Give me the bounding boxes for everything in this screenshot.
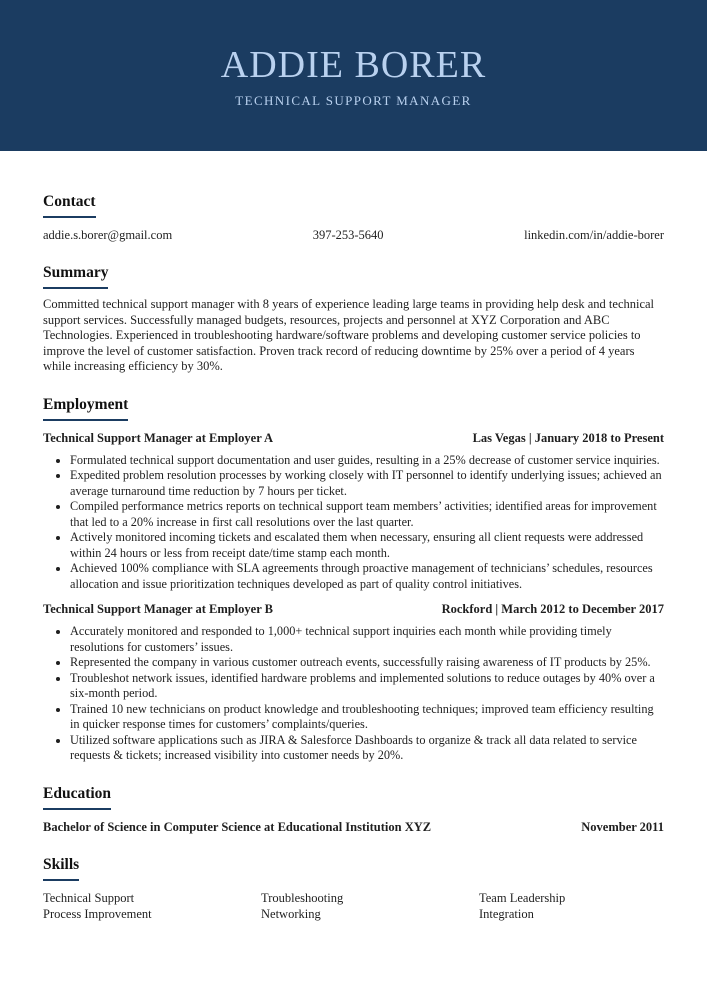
- job-bullets: [43, 624, 664, 764]
- resume-header: [0, 0, 707, 151]
- job-bullet: • Achieved 100% compliance with SLA agreements through proactive management of technicians’ schedules, resources allocation and issue prioritization techniques developed as part of quality control initiatives.: [70, 561, 664, 592]
- contact-phone: 397-253-5640: [312, 228, 384, 242]
- skills-grid: [43, 890, 664, 922]
- candidate-title: TECHNICAL SUPPORT MANAGER: [235, 93, 472, 108]
- education-entry: [43, 819, 664, 835]
- candidate-name: ADDIE BORER: [220, 44, 487, 86]
- job-bullet: • Actively monitored incoming tickets and escalated them when necessary, ensuring all client requests were addressed within 24 hours or less from receipt date/time stamp each month.: [70, 530, 664, 561]
- job-bullet: • Trained 10 new technicians on product knowledge and troubleshooting techniques; improved team efficiency resulting in quicker response times for customers’ complaints/queries.: [70, 702, 664, 733]
- resume-body: [43, 192, 664, 942]
- summary-section: [43, 263, 664, 375]
- job-header: [43, 430, 664, 446]
- education-section: [43, 784, 664, 835]
- skill-item: Troubleshooting: [261, 890, 344, 905]
- section-heading-education: Education: [43, 784, 111, 810]
- job-bullets: [43, 453, 664, 593]
- education-date: November 2011: [581, 819, 664, 834]
- skill-item: Process Improvement: [43, 906, 152, 921]
- summary-text: Committed technical support manager with 8 years of experience leading large teams in providing help desk and technical support services. Successfully managed budgets, resources, projects and personnel at XYZ Corporation and ABC Technologies. Experienced in troubleshooting hardware/software problems and developing customer service policies to improve the level of customer satisfaction. Proven track record of reducing downtime by 25% over a period of 4 years while increasing efficiency by 30%.: [43, 297, 655, 373]
- contact-linkedin: linkedin.com/in/addie-borer: [524, 228, 664, 242]
- skill-item: Team Leadership: [479, 890, 566, 905]
- job-title: Technical Support Manager at Employer B: [43, 602, 273, 616]
- job-bullet: • Compiled performance metrics reports on technical support team members’ activities; identified areas for improvement that led to a 20% increase in first call resolutions over the last quarter.: [70, 499, 664, 530]
- job-header: [43, 601, 664, 617]
- skills-section: [43, 855, 664, 922]
- skill-item: Networking: [261, 906, 321, 921]
- job-entry: [43, 601, 664, 764]
- job-location-dates: Las Vegas | January 2018 to Present: [472, 430, 664, 445]
- contact-section: [43, 192, 664, 243]
- job-location-dates: Rockford | March 2012 to December 2017: [441, 602, 664, 616]
- job-bullet: • Represented the company in various customer outreach events, successfully raising awareness of IT products by 25%.: [70, 655, 664, 671]
- section-heading-skills: Skills: [43, 855, 79, 881]
- section-heading-summary: Summary: [43, 263, 108, 289]
- job-title: Technical Support Manager at Employer A: [43, 430, 273, 445]
- job-bullet: • Expedited problem resolution processes by working closely with IT personnel to identify underlying issues; achieved an average turnaround time reduction by 7 hours per ticket.: [70, 468, 664, 499]
- contact-row: [43, 227, 664, 243]
- skill-item: Integration: [479, 906, 534, 921]
- contact-email: addie.s.borer@gmail.com: [43, 228, 173, 242]
- education-degree: Bachelor of Science in Computer Science at Educational Institution XYZ: [43, 819, 432, 834]
- job-bullet: • Utilized software applications such as JIRA & Salesforce Dashboards to organize & track all data related to service requests & tickets; increased visibility into customer needs by 20%.: [70, 733, 664, 764]
- employment-section: [43, 395, 664, 764]
- section-heading-contact: Contact: [43, 192, 96, 218]
- job-bullet: • Troubleshot network issues, identified hardware problems and implemented solutions to reduce outages by 40% over a six-month period.: [70, 671, 664, 702]
- job-bullet: • Accurately monitored and responded to 1,000+ technical support inquiries each month while providing timely resolutions for customers’ issues.: [70, 624, 664, 655]
- skill-item: Technical Support: [43, 890, 135, 905]
- job-bullet: • Formulated technical support documentation and user guides, resulting in a 25% decrease of customer service inquiries.: [70, 453, 664, 469]
- job-entry: [43, 430, 664, 593]
- section-heading-employment: Employment: [43, 395, 128, 421]
